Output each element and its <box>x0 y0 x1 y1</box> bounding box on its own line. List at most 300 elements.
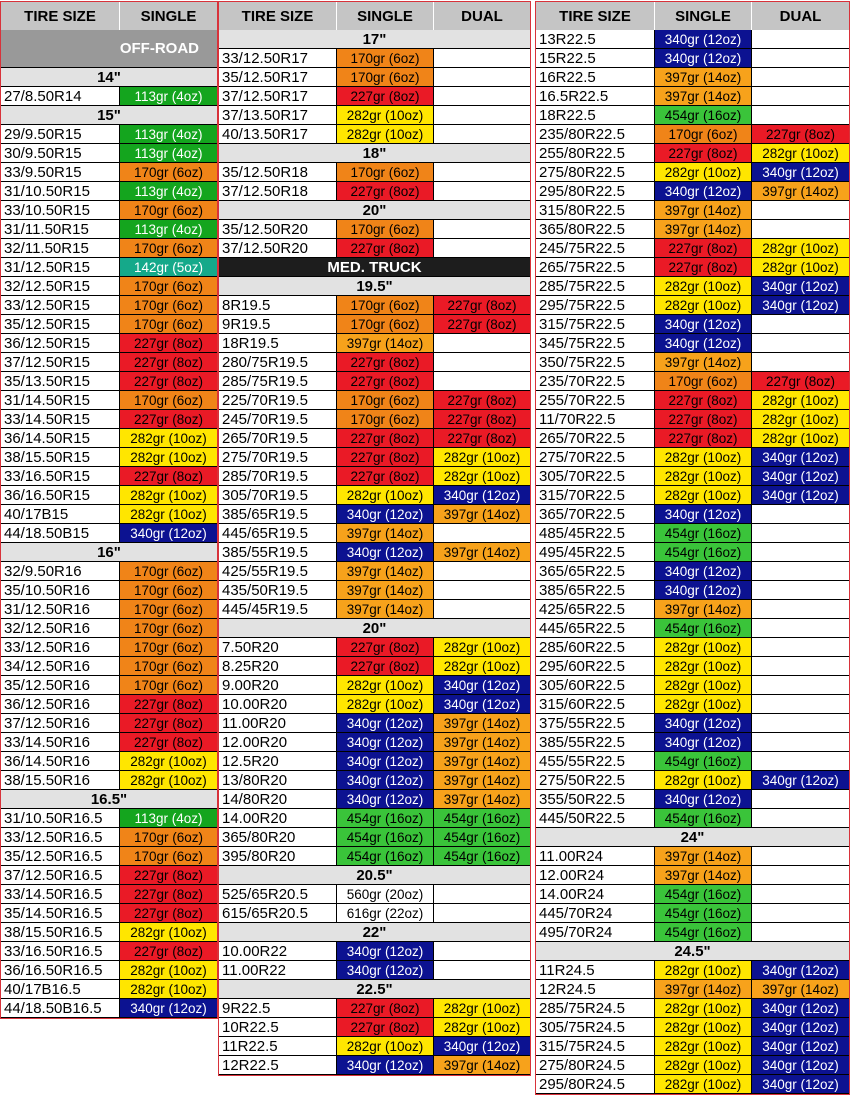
single-amount-cell: 340gr (12oz) <box>337 714 434 732</box>
single-amount-cell: 397gr (14oz) <box>655 220 752 238</box>
tire-size-cell: 295/80R24.5 <box>536 1075 655 1093</box>
table-row <box>536 220 849 239</box>
tire-size-cell: 14.00R20 <box>219 809 337 827</box>
single-amount-cell: 282gr (10oz) <box>337 125 434 143</box>
table-header <box>219 2 530 30</box>
dual-amount-cell <box>434 49 530 67</box>
tire-size-cell: 44/18.50B16.5 <box>1 999 120 1017</box>
tire-size-cell: 285/75R19.5 <box>219 372 337 390</box>
single-amount-cell: 170gr (6oz) <box>120 619 217 637</box>
table-row <box>219 391 530 410</box>
tire-size-cell: 235/70R22.5 <box>536 372 655 390</box>
dual-amount-cell <box>752 695 849 713</box>
tire-size-cell: 18R19.5 <box>219 334 337 352</box>
dual-amount-cell <box>752 106 849 124</box>
table-row <box>1 638 217 657</box>
table-row <box>1 524 217 543</box>
table-row <box>536 258 849 277</box>
table-row <box>536 999 849 1018</box>
tire-size-cell: 285/75R24.5 <box>536 999 655 1017</box>
tire-size-cell: 44/18.50B15 <box>1 524 120 542</box>
table-row <box>219 581 530 600</box>
tire-size-cell: 37/13.50R17 <box>219 106 337 124</box>
table-row <box>219 49 530 68</box>
table-row <box>219 68 530 87</box>
dual-amount-cell <box>752 68 849 86</box>
tire-table-column-2 <box>218 1 531 1076</box>
dual-amount-cell: 340gr (12oz) <box>752 1018 849 1036</box>
table-row <box>536 296 849 315</box>
section-header: 22.5" <box>219 980 530 999</box>
dual-amount-cell: 340gr (12oz) <box>752 486 849 504</box>
table-row <box>536 980 849 999</box>
dual-amount-cell: 340gr (12oz) <box>752 163 849 181</box>
tire-size-cell: 10.00R20 <box>219 695 337 713</box>
single-amount-cell: 282gr (10oz) <box>337 486 434 504</box>
tire-size-cell: 33/12.50R17 <box>219 49 337 67</box>
single-amount-cell: 227gr (8oz) <box>120 372 217 390</box>
table-row <box>536 277 849 296</box>
single-amount-cell: 282gr (10oz) <box>655 448 752 466</box>
table-row <box>219 486 530 505</box>
single-amount-cell: 340gr (12oz) <box>655 733 752 751</box>
tire-size-cell: 315/70R22.5 <box>536 486 655 504</box>
table-row <box>536 87 849 106</box>
table-row <box>536 410 849 429</box>
table-row <box>1 999 217 1018</box>
table-row <box>1 296 217 315</box>
tire-size-cell: 9.00R20 <box>219 676 337 694</box>
tire-size-cell: 36/16.50R16.5 <box>1 961 120 979</box>
single-amount-cell: 282gr (10oz) <box>120 505 217 523</box>
table-row <box>536 353 849 372</box>
table-row <box>1 847 217 866</box>
dual-amount-cell: 282gr (10oz) <box>752 391 849 409</box>
tire-size-cell: 245/75R22.5 <box>536 239 655 257</box>
header-tire-size: TIRE SIZE <box>219 2 337 30</box>
single-amount-cell: 170gr (6oz) <box>655 125 752 143</box>
section-header: 17" <box>219 30 530 49</box>
table-row <box>1 752 217 771</box>
table-row <box>536 315 849 334</box>
dual-amount-cell <box>752 334 849 352</box>
single-amount-cell: 170gr (6oz) <box>337 410 434 428</box>
dual-amount-cell: 227gr (8oz) <box>434 429 530 447</box>
single-amount-cell: 227gr (8oz) <box>337 638 434 656</box>
dual-amount-cell: 340gr (12oz) <box>752 1056 849 1074</box>
table-row <box>536 163 849 182</box>
single-amount-cell: 282gr (10oz) <box>655 1075 752 1093</box>
header-single: SINGLE <box>120 2 217 30</box>
dual-amount-cell: 282gr (10oz) <box>434 638 530 656</box>
tire-size-cell: 275/70R19.5 <box>219 448 337 466</box>
tire-size-cell: 385/65R22.5 <box>536 581 655 599</box>
table-row <box>1 125 217 144</box>
dual-amount-cell <box>752 885 849 903</box>
tire-size-cell: 285/60R22.5 <box>536 638 655 656</box>
dual-amount-cell: 227gr (8oz) <box>434 315 530 333</box>
table-row <box>219 828 530 847</box>
tire-size-cell: 275/50R22.5 <box>536 771 655 789</box>
single-amount-cell: 170gr (6oz) <box>120 638 217 656</box>
tire-size-cell: 315/75R24.5 <box>536 1037 655 1055</box>
dual-amount-cell: 340gr (12oz) <box>752 467 849 485</box>
dual-amount-cell: 454gr (16oz) <box>434 828 530 846</box>
dual-amount-cell: 340gr (12oz) <box>752 999 849 1017</box>
table-row <box>1 144 217 163</box>
tire-size-cell: 10R22.5 <box>219 1018 337 1036</box>
table-row <box>1 714 217 733</box>
table-row <box>536 467 849 486</box>
tire-size-cell: 445/50R22.5 <box>536 809 655 827</box>
single-amount-cell: 227gr (8oz) <box>120 334 217 352</box>
single-amount-cell: 340gr (12oz) <box>337 961 434 979</box>
tire-size-cell: 38/15.50R15 <box>1 448 120 466</box>
dual-amount-cell <box>752 581 849 599</box>
section-header: 14" <box>1 68 217 87</box>
table-row <box>536 847 849 866</box>
table-row <box>536 904 849 923</box>
dual-amount-cell <box>752 524 849 542</box>
tire-size-cell: 9R22.5 <box>219 999 337 1017</box>
dual-amount-cell: 282gr (10oz) <box>434 448 530 466</box>
single-amount-cell: 170gr (6oz) <box>120 391 217 409</box>
dual-amount-cell: 397gr (14oz) <box>434 752 530 770</box>
single-amount-cell: 113gr (4oz) <box>120 144 217 162</box>
single-amount-cell: 227gr (8oz) <box>655 410 752 428</box>
tire-size-cell: 305/70R22.5 <box>536 467 655 485</box>
dual-amount-cell <box>434 942 530 960</box>
single-amount-cell: 170gr (6oz) <box>120 657 217 675</box>
section-header: 24.5" <box>536 942 849 961</box>
table-row <box>219 372 530 391</box>
tire-size-cell: 225/70R19.5 <box>219 391 337 409</box>
single-amount-cell: 170gr (6oz) <box>120 676 217 694</box>
single-amount-cell: 340gr (12oz) <box>655 581 752 599</box>
tire-size-cell: 255/70R22.5 <box>536 391 655 409</box>
table-row <box>219 600 530 619</box>
single-amount-cell: 227gr (8oz) <box>120 695 217 713</box>
dual-amount-cell <box>434 239 530 257</box>
tire-size-cell: 32/11.50R15 <box>1 239 120 257</box>
table-row <box>536 752 849 771</box>
single-amount-cell: 397gr (14oz) <box>655 87 752 105</box>
tire-size-cell: 35/12.50R15 <box>1 315 120 333</box>
tire-size-cell: 8.25R20 <box>219 657 337 675</box>
header-dual: DUAL <box>752 2 849 30</box>
table-row <box>536 182 849 201</box>
table-row <box>219 752 530 771</box>
dual-amount-cell: 227gr (8oz) <box>434 296 530 314</box>
table-row <box>536 638 849 657</box>
single-amount-cell: 282gr (10oz) <box>120 961 217 979</box>
single-amount-cell: 454gr (16oz) <box>337 847 434 865</box>
single-amount-cell: 282gr (10oz) <box>337 676 434 694</box>
single-amount-cell: 282gr (10oz) <box>655 657 752 675</box>
table-row <box>536 391 849 410</box>
table-row <box>536 144 849 163</box>
tire-size-cell: 38/15.50R16.5 <box>1 923 120 941</box>
dual-amount-cell <box>752 505 849 523</box>
dual-amount-cell: 454gr (16oz) <box>434 809 530 827</box>
table-row <box>536 334 849 353</box>
single-amount-cell: 227gr (8oz) <box>120 866 217 884</box>
single-amount-cell: 397gr (14oz) <box>337 581 434 599</box>
table-row <box>219 961 530 980</box>
single-amount-cell: 340gr (12oz) <box>337 771 434 789</box>
single-amount-cell: 170gr (6oz) <box>337 220 434 238</box>
single-amount-cell: 227gr (8oz) <box>120 714 217 732</box>
tire-size-cell: 32/12.50R15 <box>1 277 120 295</box>
single-amount-cell: 227gr (8oz) <box>337 999 434 1017</box>
section-header: 15" <box>1 106 217 125</box>
single-amount-cell: 282gr (10oz) <box>655 771 752 789</box>
tire-size-cell: 16R22.5 <box>536 68 655 86</box>
dual-amount-cell <box>752 600 849 618</box>
single-amount-cell: 227gr (8oz) <box>120 942 217 960</box>
single-amount-cell: 282gr (10oz) <box>120 980 217 998</box>
single-amount-cell: 170gr (6oz) <box>337 49 434 67</box>
single-amount-cell: 227gr (8oz) <box>120 353 217 371</box>
dual-amount-cell: 340gr (12oz) <box>752 296 849 314</box>
single-amount-cell: 282gr (10oz) <box>120 448 217 466</box>
dual-amount-cell: 227gr (8oz) <box>434 391 530 409</box>
dual-amount-cell: 282gr (10oz) <box>434 467 530 485</box>
category-banner-off-road: OFF-ROAD <box>1 30 217 68</box>
tire-size-cell: 11/70R22.5 <box>536 410 655 428</box>
tire-size-cell: 435/50R19.5 <box>219 581 337 599</box>
single-amount-cell: 282gr (10oz) <box>655 961 752 979</box>
tire-size-cell: 365/65R22.5 <box>536 562 655 580</box>
tire-size-cell: 365/70R22.5 <box>536 505 655 523</box>
tire-size-cell: 275/70R22.5 <box>536 448 655 466</box>
section-header: 16" <box>1 543 217 562</box>
table-row <box>219 429 530 448</box>
tire-size-cell: 35/14.50R16.5 <box>1 904 120 922</box>
table-row <box>219 106 530 125</box>
section-header: 18" <box>219 144 530 163</box>
single-amount-cell: 170gr (6oz) <box>120 201 217 219</box>
table-row <box>219 809 530 828</box>
single-amount-cell: 282gr (10oz) <box>655 1037 752 1055</box>
dual-amount-cell <box>434 353 530 371</box>
table-row <box>219 182 530 201</box>
dual-amount-cell <box>434 125 530 143</box>
tire-size-cell: 8R19.5 <box>219 296 337 314</box>
table-row <box>219 1056 530 1075</box>
tire-size-cell: 33/12.50R16.5 <box>1 828 120 846</box>
dual-amount-cell: 227gr (8oz) <box>434 410 530 428</box>
table-row <box>219 524 530 543</box>
tire-size-cell: 29/9.50R15 <box>1 125 120 143</box>
single-amount-cell: 170gr (6oz) <box>120 277 217 295</box>
tire-size-cell: 13R22.5 <box>536 30 655 48</box>
table-row <box>536 562 849 581</box>
single-amount-cell: 170gr (6oz) <box>120 315 217 333</box>
table-row <box>536 125 849 144</box>
dual-amount-cell: 282gr (10oz) <box>752 144 849 162</box>
dual-amount-cell: 397gr (14oz) <box>434 733 530 751</box>
dual-amount-cell <box>752 562 849 580</box>
header-tire-size: TIRE SIZE <box>536 2 655 30</box>
table-row <box>219 695 530 714</box>
dual-amount-cell: 397gr (14oz) <box>752 980 849 998</box>
single-amount-cell: 397gr (14oz) <box>337 562 434 580</box>
table-row <box>1 391 217 410</box>
single-amount-cell: 282gr (10oz) <box>655 676 752 694</box>
tire-size-cell: 33/16.50R16.5 <box>1 942 120 960</box>
table-row <box>536 676 849 695</box>
tire-size-cell: 14/80R20 <box>219 790 337 808</box>
table-row <box>219 771 530 790</box>
tire-size-cell: 31/12.50R15 <box>1 258 120 276</box>
dual-amount-cell: 397gr (14oz) <box>434 714 530 732</box>
single-amount-cell: 227gr (8oz) <box>120 410 217 428</box>
table-row <box>536 372 849 391</box>
single-amount-cell: 616gr (22oz) <box>337 904 434 922</box>
table-row <box>1 182 217 201</box>
tire-size-cell: 11.00R24 <box>536 847 655 865</box>
section-header: 20.5" <box>219 866 530 885</box>
single-amount-cell: 340gr (12oz) <box>655 790 752 808</box>
table-row <box>536 866 849 885</box>
table-row <box>536 923 849 942</box>
single-amount-cell: 227gr (8oz) <box>337 353 434 371</box>
dual-amount-cell: 340gr (12oz) <box>434 486 530 504</box>
single-amount-cell: 340gr (12oz) <box>337 505 434 523</box>
tire-size-cell: 265/75R22.5 <box>536 258 655 276</box>
single-amount-cell: 282gr (10oz) <box>120 486 217 504</box>
table-row <box>1 923 217 942</box>
table-row <box>536 505 849 524</box>
dual-amount-cell: 340gr (12oz) <box>752 771 849 789</box>
tire-size-cell: 385/55R19.5 <box>219 543 337 561</box>
table-row <box>219 334 530 353</box>
table-row <box>1 866 217 885</box>
dual-amount-cell: 340gr (12oz) <box>434 695 530 713</box>
tire-size-cell: 7.50R20 <box>219 638 337 656</box>
dual-amount-cell <box>434 163 530 181</box>
single-amount-cell: 340gr (12oz) <box>655 49 752 67</box>
table-row <box>1 372 217 391</box>
single-amount-cell: 170gr (6oz) <box>337 391 434 409</box>
dual-amount-cell <box>752 752 849 770</box>
table-header <box>536 2 849 30</box>
single-amount-cell: 340gr (12oz) <box>337 790 434 808</box>
header-single: SINGLE <box>655 2 752 30</box>
table-row <box>536 486 849 505</box>
dual-amount-cell: 340gr (12oz) <box>434 1037 530 1055</box>
table-header <box>1 2 217 30</box>
table-row <box>1 163 217 182</box>
single-amount-cell: 282gr (10oz) <box>337 106 434 124</box>
single-amount-cell: 397gr (14oz) <box>655 201 752 219</box>
single-amount-cell: 454gr (16oz) <box>655 543 752 561</box>
tire-table-column-3 <box>535 1 850 1095</box>
tire-size-cell: 425/65R22.5 <box>536 600 655 618</box>
single-amount-cell: 397gr (14oz) <box>655 980 752 998</box>
dual-amount-cell <box>752 638 849 656</box>
table-row <box>536 733 849 752</box>
table-row <box>219 1037 530 1056</box>
dual-amount-cell: 282gr (10oz) <box>752 258 849 276</box>
tire-size-cell: 295/80R22.5 <box>536 182 655 200</box>
single-amount-cell: 560gr (20oz) <box>337 885 434 903</box>
dual-amount-cell: 397gr (14oz) <box>752 182 849 200</box>
tire-size-cell: 350/75R22.5 <box>536 353 655 371</box>
table-row <box>219 87 530 106</box>
single-amount-cell: 282gr (10oz) <box>655 163 752 181</box>
single-amount-cell: 113gr (4oz) <box>120 87 217 105</box>
table-row <box>536 106 849 125</box>
table-row <box>1 581 217 600</box>
tire-size-cell: 9R19.5 <box>219 315 337 333</box>
dual-amount-cell <box>752 201 849 219</box>
table-row <box>1 562 217 581</box>
single-amount-cell: 340gr (12oz) <box>655 714 752 732</box>
table-row <box>536 619 849 638</box>
tire-size-cell: 34/12.50R16 <box>1 657 120 675</box>
table-row <box>1 277 217 296</box>
table-row <box>536 581 849 600</box>
tire-size-cell: 33/14.50R16 <box>1 733 120 751</box>
single-amount-cell: 340gr (12oz) <box>655 315 752 333</box>
single-amount-cell: 227gr (8oz) <box>337 182 434 200</box>
single-amount-cell: 340gr (12oz) <box>337 543 434 561</box>
tire-size-cell: 27/8.50R14 <box>1 87 120 105</box>
tire-size-cell: 305/60R22.5 <box>536 676 655 694</box>
dual-amount-cell <box>752 543 849 561</box>
dual-amount-cell <box>434 961 530 979</box>
single-amount-cell: 282gr (10oz) <box>337 695 434 713</box>
dual-amount-cell <box>434 524 530 542</box>
dual-amount-cell <box>752 87 849 105</box>
section-header: 24" <box>536 828 849 847</box>
single-amount-cell: 113gr (4oz) <box>120 220 217 238</box>
table-row <box>219 220 530 239</box>
single-amount-cell: 227gr (8oz) <box>337 239 434 257</box>
tire-size-cell: 33/12.50R16 <box>1 638 120 656</box>
table-row <box>536 239 849 258</box>
table-row <box>536 961 849 980</box>
tire-size-cell: 33/14.50R16.5 <box>1 885 120 903</box>
single-amount-cell: 282gr (10oz) <box>655 277 752 295</box>
table-row <box>1 448 217 467</box>
tire-size-cell: 35/12.50R16 <box>1 676 120 694</box>
dual-amount-cell <box>434 87 530 105</box>
table-row <box>219 657 530 676</box>
table-row <box>219 467 530 486</box>
dual-amount-cell: 282gr (10oz) <box>752 239 849 257</box>
single-amount-cell: 170gr (6oz) <box>120 600 217 618</box>
table-row <box>219 904 530 923</box>
single-amount-cell: 397gr (14oz) <box>655 353 752 371</box>
tire-size-cell: 315/75R22.5 <box>536 315 655 333</box>
tire-size-cell: 32/9.50R16 <box>1 562 120 580</box>
single-amount-cell: 170gr (6oz) <box>120 581 217 599</box>
tire-size-cell: 385/65R19.5 <box>219 505 337 523</box>
single-amount-cell: 397gr (14oz) <box>655 866 752 884</box>
tire-size-cell: 615/65R20.5 <box>219 904 337 922</box>
dual-amount-cell <box>434 106 530 124</box>
single-amount-cell: 170gr (6oz) <box>655 372 752 390</box>
tire-size-cell: 35/12.50R16.5 <box>1 847 120 865</box>
tire-size-cell: 11.00R22 <box>219 961 337 979</box>
dual-amount-cell <box>752 353 849 371</box>
tire-size-cell: 33/12.50R15 <box>1 296 120 314</box>
table-row <box>219 315 530 334</box>
single-amount-cell: 454gr (16oz) <box>655 809 752 827</box>
